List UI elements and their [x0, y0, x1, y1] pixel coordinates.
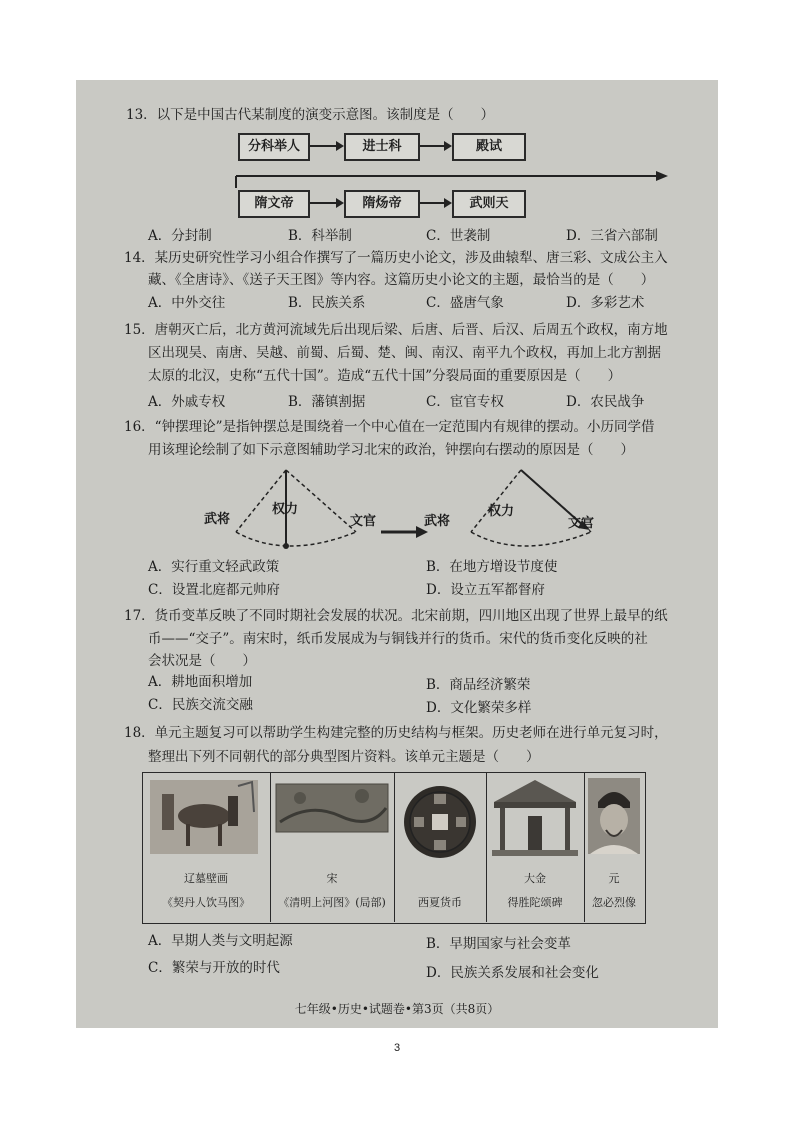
q15-option-d: D．农民战争 [566, 394, 645, 410]
q13-box-top-1: 分科举人 [238, 133, 310, 161]
q15-line-2: 区出现吴、南唐、吴越、前蜀、后蜀、楚、闽、南汉、南平九个政权，再加上北方割据 [148, 345, 661, 361]
q17-option-d: D．文化繁荣多样 [426, 700, 532, 716]
q17-option-c: C．民族交流交融 [148, 697, 253, 713]
q13-box-top-2: 进士科 [344, 133, 420, 161]
q15-option-b: B．藩镇割据 [288, 394, 366, 410]
q13-box-bottom-1: 隋文帝 [238, 190, 310, 218]
desheng-stele-pavilion-image [486, 772, 584, 862]
q13-timeline-arrowhead [656, 171, 668, 181]
q13-box-top-3: 殿试 [452, 133, 526, 161]
q18-line-1: 18．单元主题复习可以帮助学生构建完整的历史结构与框架。历史老师在进行单元复习时， [124, 725, 668, 741]
q17-line-1: 17．货币变革反映了不同时期社会发展的状况。北宋前期，四川地区出现了世界上最早的纸 [124, 608, 668, 624]
yuan-caption-2: 忽必烈像 [592, 896, 636, 909]
q13-box-bottom-2: 隋炀帝 [344, 190, 420, 218]
pendulum-right-arc [471, 532, 591, 546]
q17-line-2: 币——“交子”。南宋时，纸币发展成为与铜钱并行的货币。宋代的货币变化反映的社 [148, 631, 648, 647]
q15-option-a: A．外戚专权 [148, 394, 226, 410]
q14-line-1: 14．某历史研究性学习小组合作撰写了一篇历史小论文，涉及曲辕犁、唐三彩、文成公主入 [124, 250, 668, 266]
pendulum-center-label-2: 权力 [488, 504, 515, 519]
q15-line-1: 15．唐朝灭亡后，北方黄河流域先后出现后梁、后唐、后晋、后汉、后周五个政权，南方地 [124, 322, 668, 338]
q16-option-b: B．在地方增设节度使 [426, 559, 558, 575]
q17-option-b: B．商品经济繁荣 [426, 677, 531, 693]
xixia-caption-2: 西夏货币 [418, 896, 462, 909]
pendulum-left-label-2: 武将 [424, 514, 451, 529]
q14-option-a: A．中外交往 [148, 295, 226, 311]
q18-cell-liao [142, 772, 271, 922]
q18-line-2: 整理出下列不同朝代的部分典型图片资料。该单元主题是（ ） [148, 749, 540, 765]
q13-option-d: D．三省六部制 [566, 228, 658, 244]
q14-option-b: B．民族关系 [288, 295, 366, 311]
q16-option-c: C．设置北庭都元帅府 [148, 582, 280, 598]
q16-option-d: D．设立五军都督府 [426, 582, 545, 598]
q14-line-2: 藏、《全唐诗》、《送子天王图》等内容。这篇历史小论文的主题，最恰当的是（ ） [148, 272, 655, 288]
page-number: 3 [393, 1042, 401, 1054]
song-caption-2: 《清明上河图》(局部) [278, 896, 386, 909]
pendulum-left-label-1: 武将 [204, 512, 231, 527]
q13-arrowhead-2 [444, 141, 452, 151]
q16-line-1: 16．“钟摆理论”是指钟摆总是围绕着一个中心值在一定范围内有规律的摆动。小历同学借 [124, 419, 655, 435]
q18-cell-song [270, 772, 395, 922]
pendulum-diagram [206, 462, 606, 558]
yuan-caption-1: 元 [608, 872, 620, 885]
q13-option-a: A．分封制 [148, 228, 212, 244]
q18-option-d: D．民族关系发展和社会变化 [426, 965, 599, 981]
q18-option-a: A．早期人类与文明起源 [148, 933, 293, 949]
exam-footer: 七年级•历史•试题卷•第3页（共8页） [294, 1002, 500, 1016]
q13-arrowhead-1 [336, 141, 344, 151]
q14-option-c: C．盛唐气象 [426, 295, 504, 311]
q18-option-c: C．繁荣与开放的时代 [148, 960, 280, 976]
q15-line-3: 太原的北汉，史称“五代十国”。造成“五代十国”分裂局面的重要原因是（ ） [148, 368, 622, 384]
q18-cell-yuan [584, 772, 644, 922]
q15-option-c: C．宦官专权 [426, 394, 504, 410]
q18-cell-xixia [394, 772, 487, 922]
exam-sheet-photo [76, 80, 718, 1028]
liao-caption-2: 《契丹人饮马图》 [162, 896, 250, 909]
pendulum-right-label-2: 文官 [568, 516, 595, 531]
liao-caption-1: 辽墓壁画 [184, 872, 228, 885]
q17-line-3: 会状况是（ ） [148, 653, 256, 669]
pendulum-center-label-1: 权力 [272, 502, 299, 517]
q13-option-b: B．科举制 [288, 228, 352, 244]
q13-box-bottom-3: 武则天 [452, 190, 526, 218]
q17-option-a: A．耕地面积增加 [148, 674, 253, 690]
qingming-scroll-image [270, 772, 394, 862]
q18-option-b: B．早期国家与社会变革 [426, 936, 571, 952]
q13-stem: 13．以下是中国古代某制度的演变示意图。该制度是（ ） [126, 107, 495, 123]
song-caption-1: 宋 [326, 872, 338, 885]
jin-caption-1: 大金 [524, 872, 546, 885]
pendulum-right-label-1: 文官 [350, 514, 377, 529]
khitan-horse-mural-image [142, 772, 270, 862]
xixia-coin-image [394, 772, 486, 872]
q14-option-d: D．多彩艺术 [566, 295, 645, 311]
pendulum-left-arc [236, 532, 356, 546]
q16-line-2: 用该理论绘制了如下示意图辅助学习北宋的政治，钟摆向右摆动的原因是（ ） [148, 442, 634, 458]
q16-option-a: A．实行重文轻武政策 [148, 559, 280, 575]
q13-option-c: C．世袭制 [426, 228, 491, 244]
q18-cell-jin [486, 772, 585, 922]
jin-caption-2: 得胜陀颂碑 [507, 896, 563, 909]
kublai-khan-portrait-image [584, 772, 644, 862]
